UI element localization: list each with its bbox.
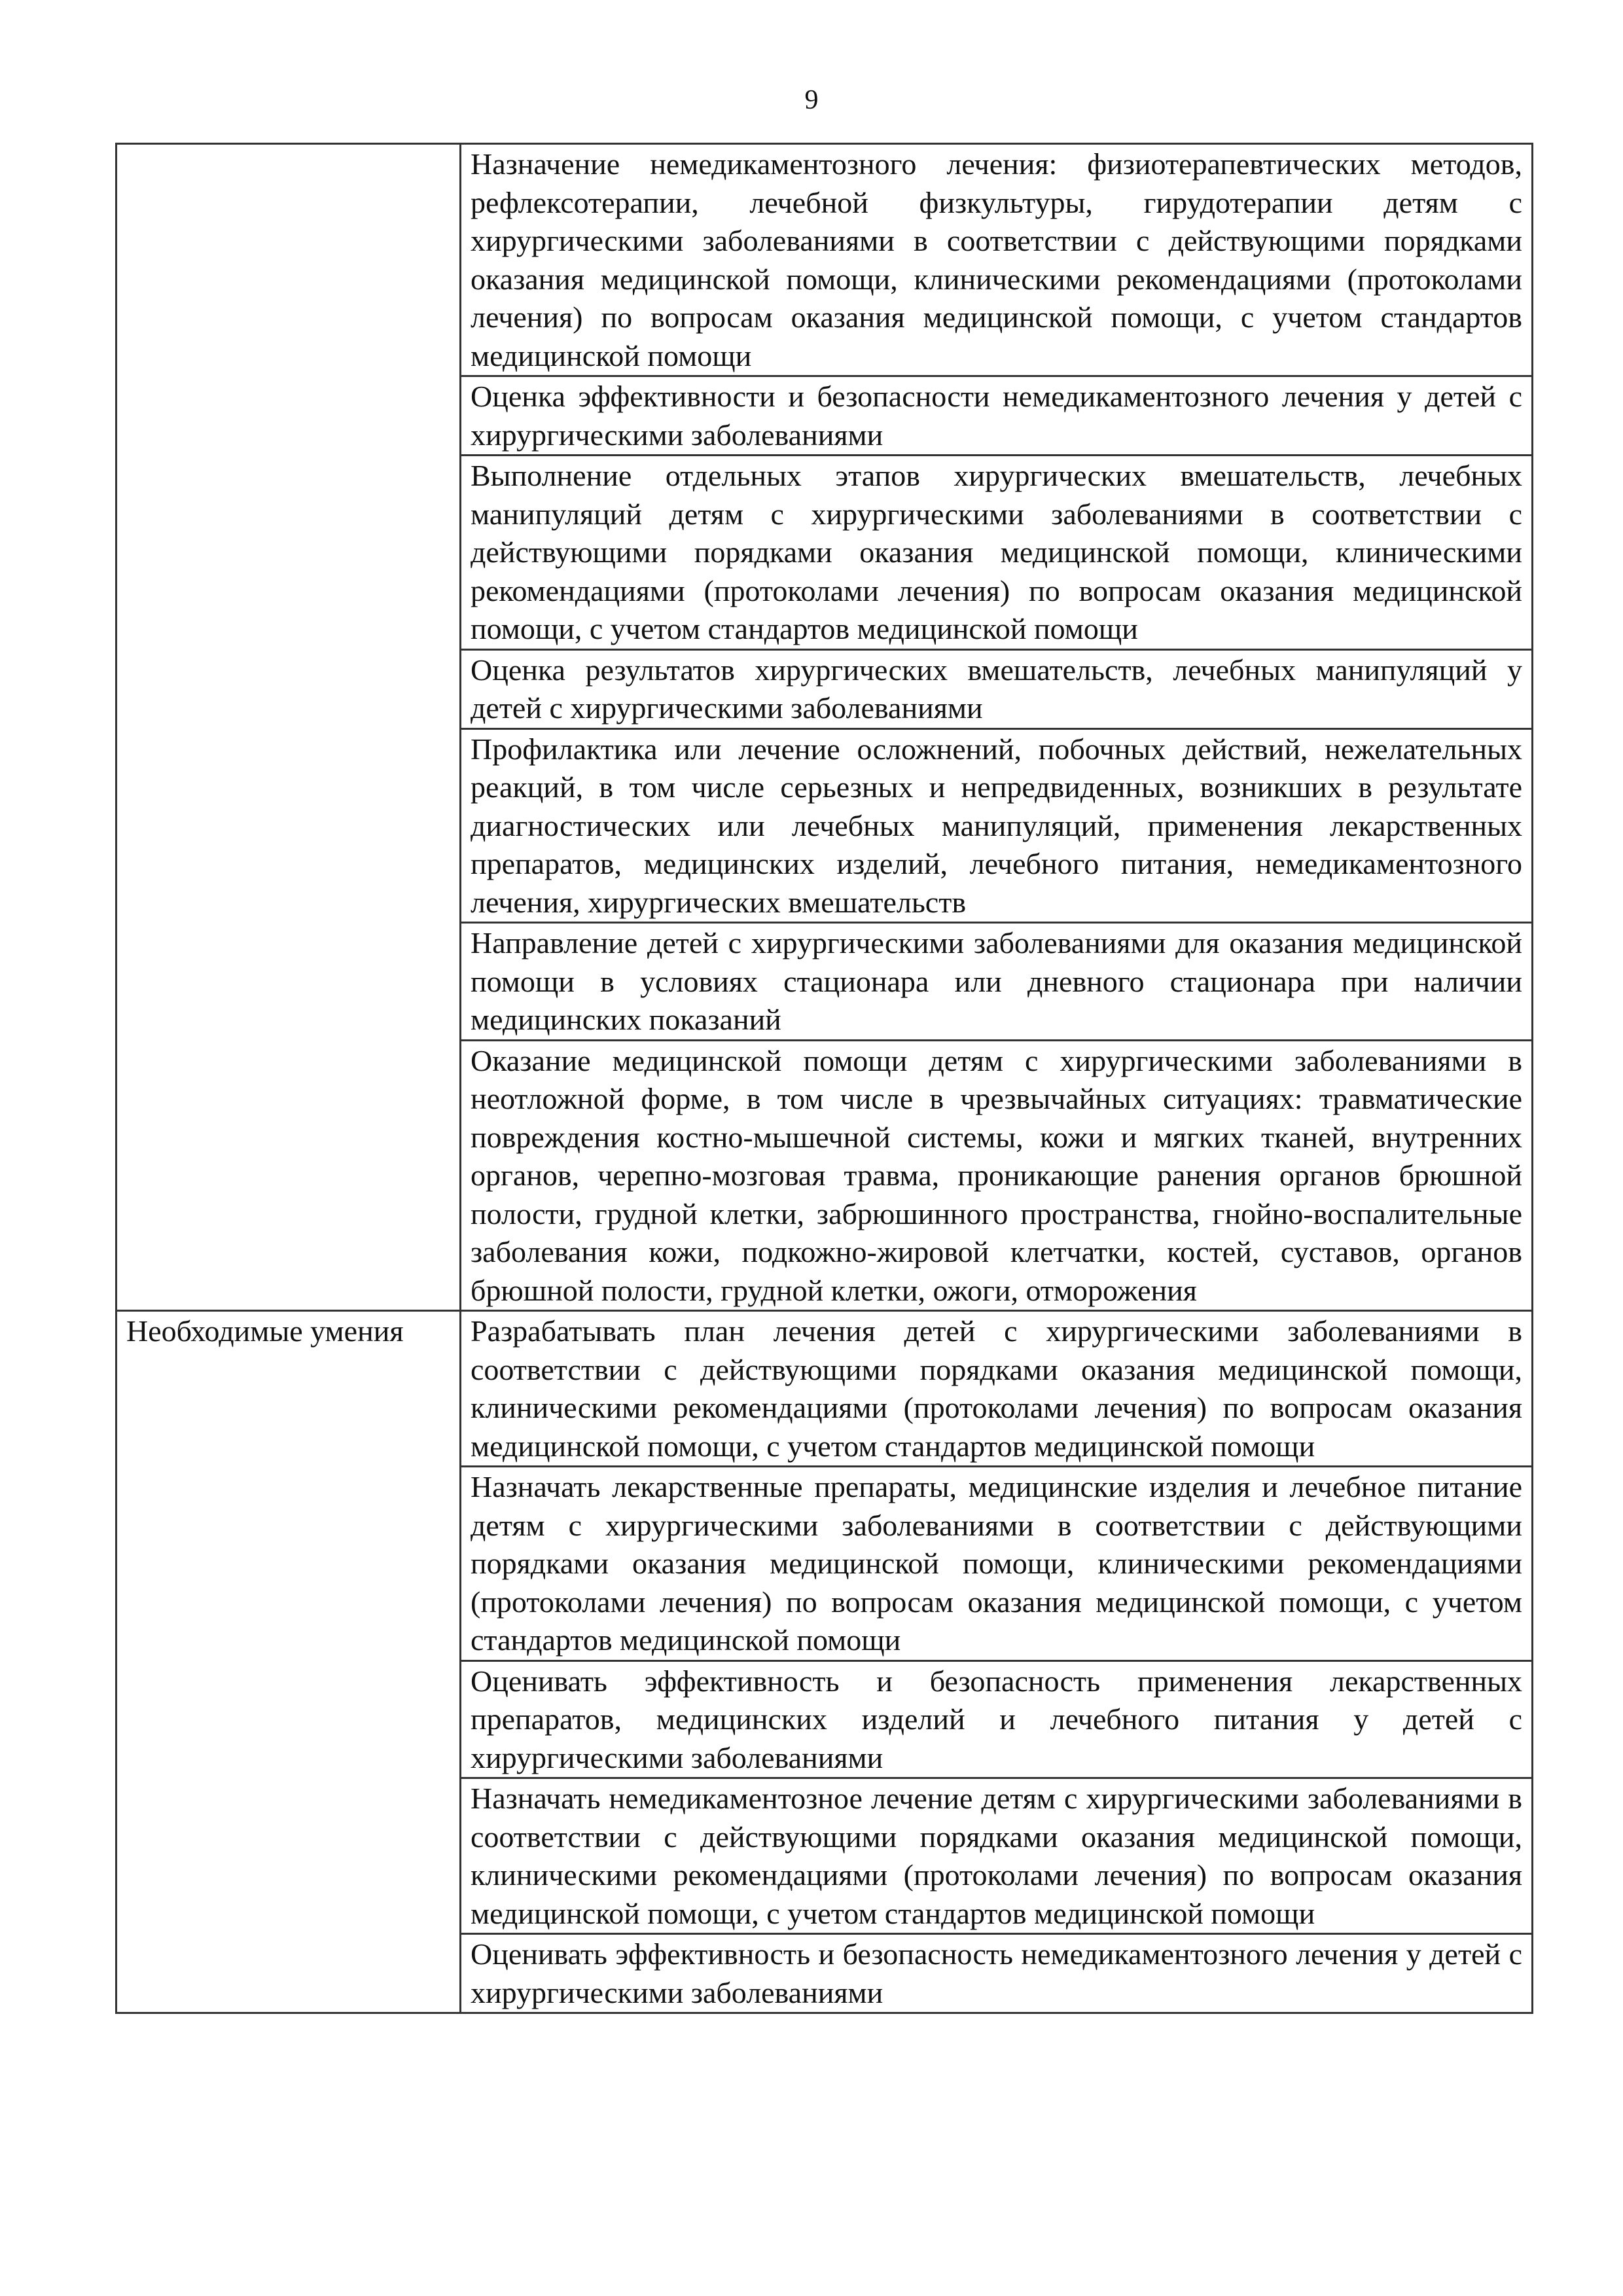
table-cell: Направление детей с хирургическими заболеваниями для оказания медицинской помощи в условиях стационара или дневного стационара при наличии медицинских показаний	[461, 923, 1533, 1041]
section-label-skills: Необходимые умения	[116, 1311, 461, 2013]
table-cell: Выполнение отдельных этапов хирургических вмешательств, лечебных манипуляций детям с хирургическими заболеваниями в соответствии с действующими порядками оказания медицинской помощи, клиническими рекомендациями (протоколами лечения) по вопросам оказания медицинской помощи, с учетом стандартов медицинской помощи	[461, 456, 1533, 650]
table-cell: Разрабатывать план лечения детей с хирургическими заболеваниями в соответствии с действующими порядками оказания медицинской помощи, клиническими рекомендациями (протоколами лечения) по вопросам оказания медицинской помощи, с учетом стандартов медицинской помощи	[461, 1311, 1533, 1467]
table-row	[116, 1311, 1533, 1467]
table-cell: Оценка эффективности и безопасности немедикаментозного лечения у детей с хирургическими заболеваниями	[461, 376, 1533, 456]
table-cell: Оценивать эффективность и безопасность немедикаментозного лечения у детей с хирургическими заболеваниями	[461, 1934, 1533, 2013]
table-cell: Оценивать эффективность и безопасность применения лекарственных препаратов, медицинских изделий и лечебного питания у детей с хирургическими заболеваниями	[461, 1660, 1533, 1778]
table-cell: Назначение немедикаментозного лечения: физиотерапевтических методов, рефлексотерапии, лечебной физкультуры, гирудотерапии детям с хирургическими заболеваниями в соответствии с действующими порядками оказания медицинской помощи, клиническими рекомендациями (протоколами лечения) по вопросам оказания медицинской помощи, с учетом стандартов медицинской помощи	[461, 144, 1533, 376]
section-label-actions	[116, 144, 461, 1311]
table-cell: Оценка результатов хирургических вмешательств, лечебных манипуляций у детей с хирургическими заболеваниями	[461, 649, 1533, 728]
table-row	[116, 144, 1533, 376]
page-number: 9	[804, 85, 819, 115]
table-cell: Оказание медицинской помощи детям с хирургическими заболеваниями в неотложной форме, в том числе в чрезвычайных ситуациях: травматические повреждения костно-мышечной системы, кожи и мягких тканей, внутренних органов, черепно-мозговая травма, проникающие ранения органов брюшной полости, грудной клетки, забрюшинного пространства, гнойно-воспалительные заболевания кожи, подкожно-жировой клетчатки, костей, суставов, органов брюшной полости, грудной клетки, ожоги, отморожения	[461, 1040, 1533, 1311]
table-cell: Профилактика или лечение осложнений, побочных действий, нежелательных реакций, в том числе серьезных и непредвиденных, возникших в результате диагностических или лечебных манипуляций, применения лекарственных препаратов, медицинских изделий, лечебного питания, немедикаментозного лечения, хирургических вмешательств	[461, 728, 1533, 923]
functions-table	[115, 143, 1533, 2014]
table-cell: Назначать немедикаментозное лечение детям с хирургическими заболеваниями в соответствии с действующими порядками оказания медицинской помощи, клиническими рекомендациями (протоколами лечения) по вопросам оказания медицинской помощи, с учетом стандартов медицинской помощи	[461, 1778, 1533, 1934]
table-cell: Назначать лекарственные препараты, медицинские изделия и лечебное питание детям с хирургическими заболеваниями в соответствии с действующими порядками оказания медицинской помощи, клиническими рекомендациями (протоколами лечения) по вопросам оказания медицинской помощи, с учетом стандартов медицинской помощи	[461, 1467, 1533, 1661]
